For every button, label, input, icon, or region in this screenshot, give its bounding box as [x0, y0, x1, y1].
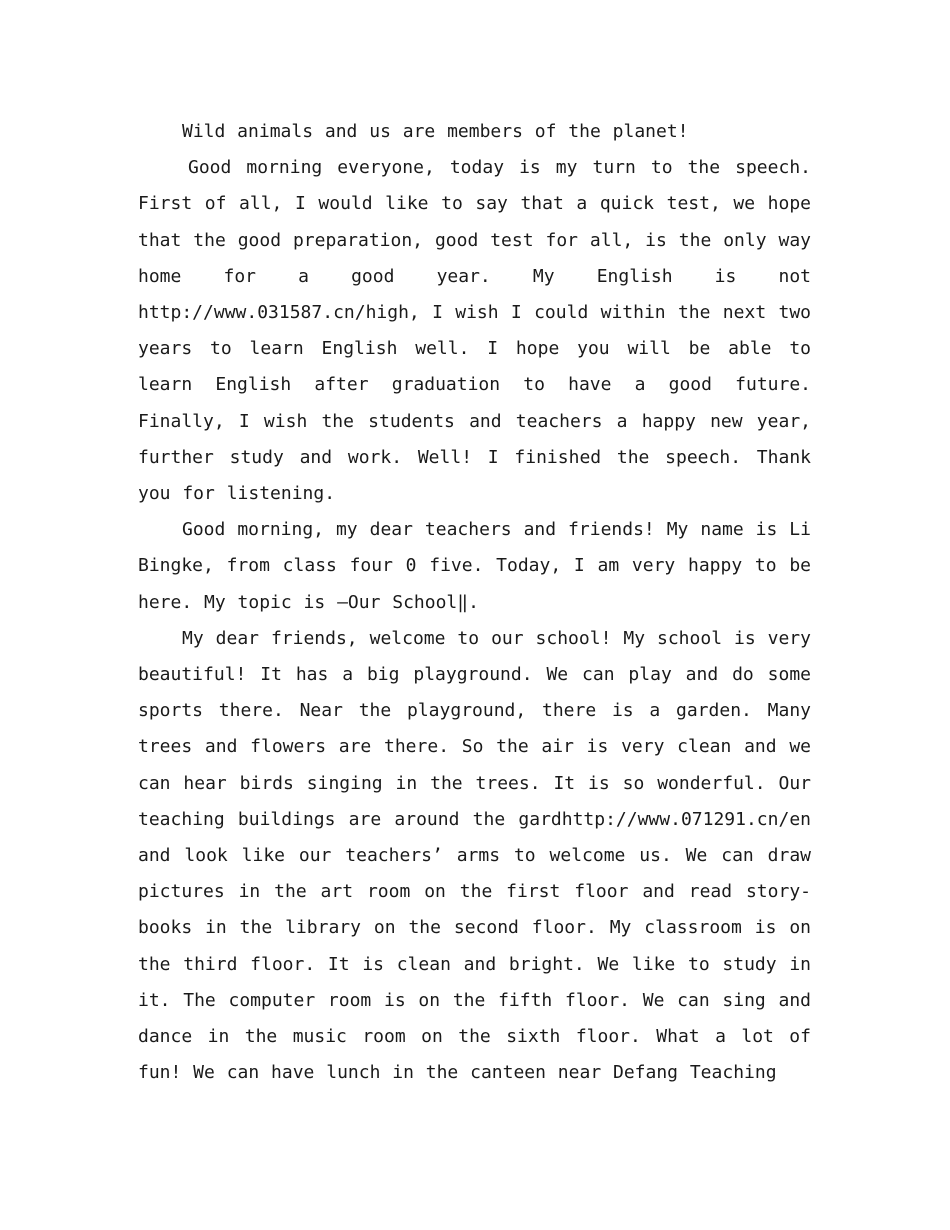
- paragraph-speech-2-intro: Good morning, my dear teachers and friends! My name is Li Bingke, from class four 0 five. Today, I am very happy to be here. My topic is ―Our School‖.: [138, 519, 811, 613]
- paragraph-speech-2-body: My dear friends, welcome to our school! My school is very beautiful! It has a big playground. We can play and do some sports there. Near the playground, there is a garden. Many trees and flowers are there. So the air is very clean and we can hear birds singing in the trees. It is so wonderful. Our teaching buildings are around the gardhttp://www.071291.cn/en and look like our teachers’ arms to welcome us. We can draw pictures in the art room on the first floor and read story-books in the library on the second floor. My classroom is on the third floor. It is clean and bright. We like to study in it. The computer room is on the fifth floor. We can sing and dance in the music room on the sixth floor. What a lot of fun! We can have lunch in the canteen near Defang Teaching: [138, 627, 811, 1084]
- speech-title: Wild animals and us are members of the planet!: [182, 121, 689, 142]
- document-body: [138, 114, 811, 1091]
- paragraph-speech-1: Good morning everyone, today is my turn to the speech. First of all, I would like to say that a quick test, we hope that the good preparation, good test for all, is the only way home for a good year. My English is not http://www.031587.cn/high, I wish I could within the next two years to learn English well. I hope you will be able to learn English after graduation to have a good future. Finally, I wish the students and teachers a happy new year, further study and work. Well! I finished the speech. Thank you for listening.: [138, 157, 811, 505]
